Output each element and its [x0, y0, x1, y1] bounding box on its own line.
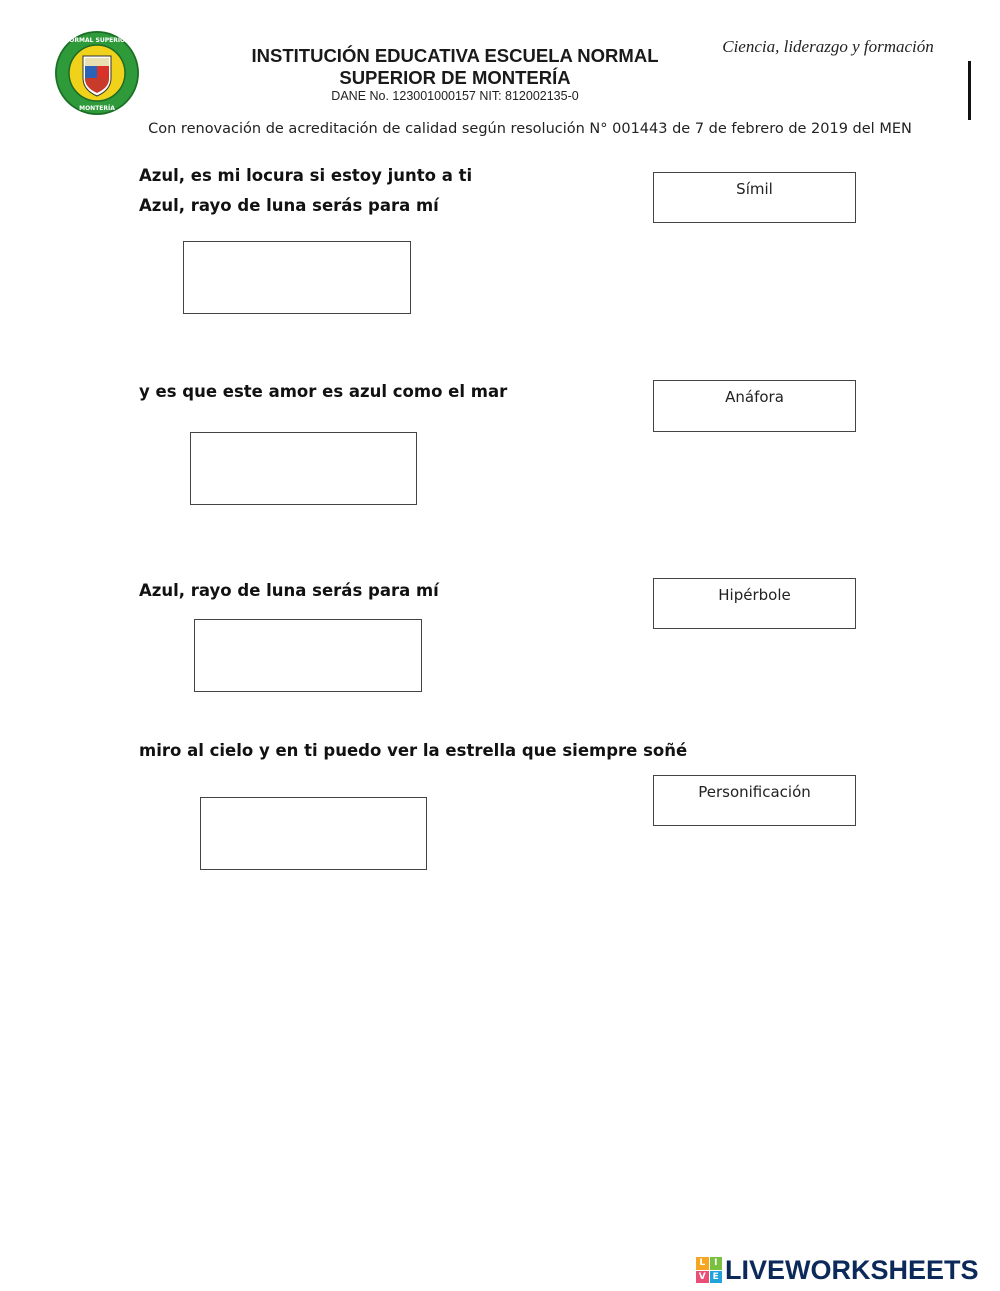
verse-line: miro al cielo y en ti puedo ver la estrella que siempre soñé: [139, 741, 688, 760]
verse-line: Azul, rayo de luna serás para mí: [139, 196, 439, 215]
accreditation-text: Con renovación de acreditación de calidad según resolución N° 001443 de 7 de febrero de 2019 del MEN: [148, 121, 912, 137]
brand-icon-letter: L: [696, 1257, 709, 1270]
option-personificacion[interactable]: Personificación: [653, 775, 856, 826]
school-crest-icon: [54, 30, 140, 116]
brand-icon-letter: E: [710, 1271, 723, 1284]
answer-drop-box-3[interactable]: [194, 619, 422, 692]
liveworksheets-brand: [696, 1253, 979, 1287]
verse-line: Azul, rayo de luna serás para mí: [139, 581, 439, 600]
verse-line: Azul, es mi locura si estoy junto a ti: [139, 166, 473, 185]
answer-drop-box-1[interactable]: [183, 241, 411, 314]
brand-icon-letter: I: [710, 1257, 723, 1270]
answer-drop-box-2[interactable]: [190, 432, 417, 505]
verse-line: y es que este amor es azul como el mar: [139, 382, 508, 401]
institution-motto: Ciencia, liderazgo y formación: [722, 37, 934, 56]
logo-text-top: NORMAL SUPERIOR: [64, 37, 130, 44]
institution-title-line2: SUPERIOR DE MONTERÍA: [339, 67, 571, 88]
answer-drop-box-4[interactable]: [200, 797, 427, 870]
clipped-text-line: [338, 104, 488, 108]
option-hiperbole[interactable]: Hipérbole: [653, 578, 856, 629]
option-anafora[interactable]: Anáfora: [653, 380, 856, 432]
header-divider: [968, 61, 971, 120]
dane-nit: DANE No. 123001000157 NIT: 812002135-0: [331, 89, 579, 103]
institution-title-line1: INSTITUCIÓN EDUCATIVA ESCUELA NORMAL: [251, 45, 659, 66]
brand-icon-letter: V: [696, 1271, 709, 1284]
brand-name: LIVEWORKSHEETS: [725, 1254, 979, 1285]
logo-text-bottom: MONTERÍA: [79, 105, 115, 112]
liveworksheets-logo-icon: [696, 1257, 722, 1283]
option-simil[interactable]: Símil: [653, 172, 856, 223]
